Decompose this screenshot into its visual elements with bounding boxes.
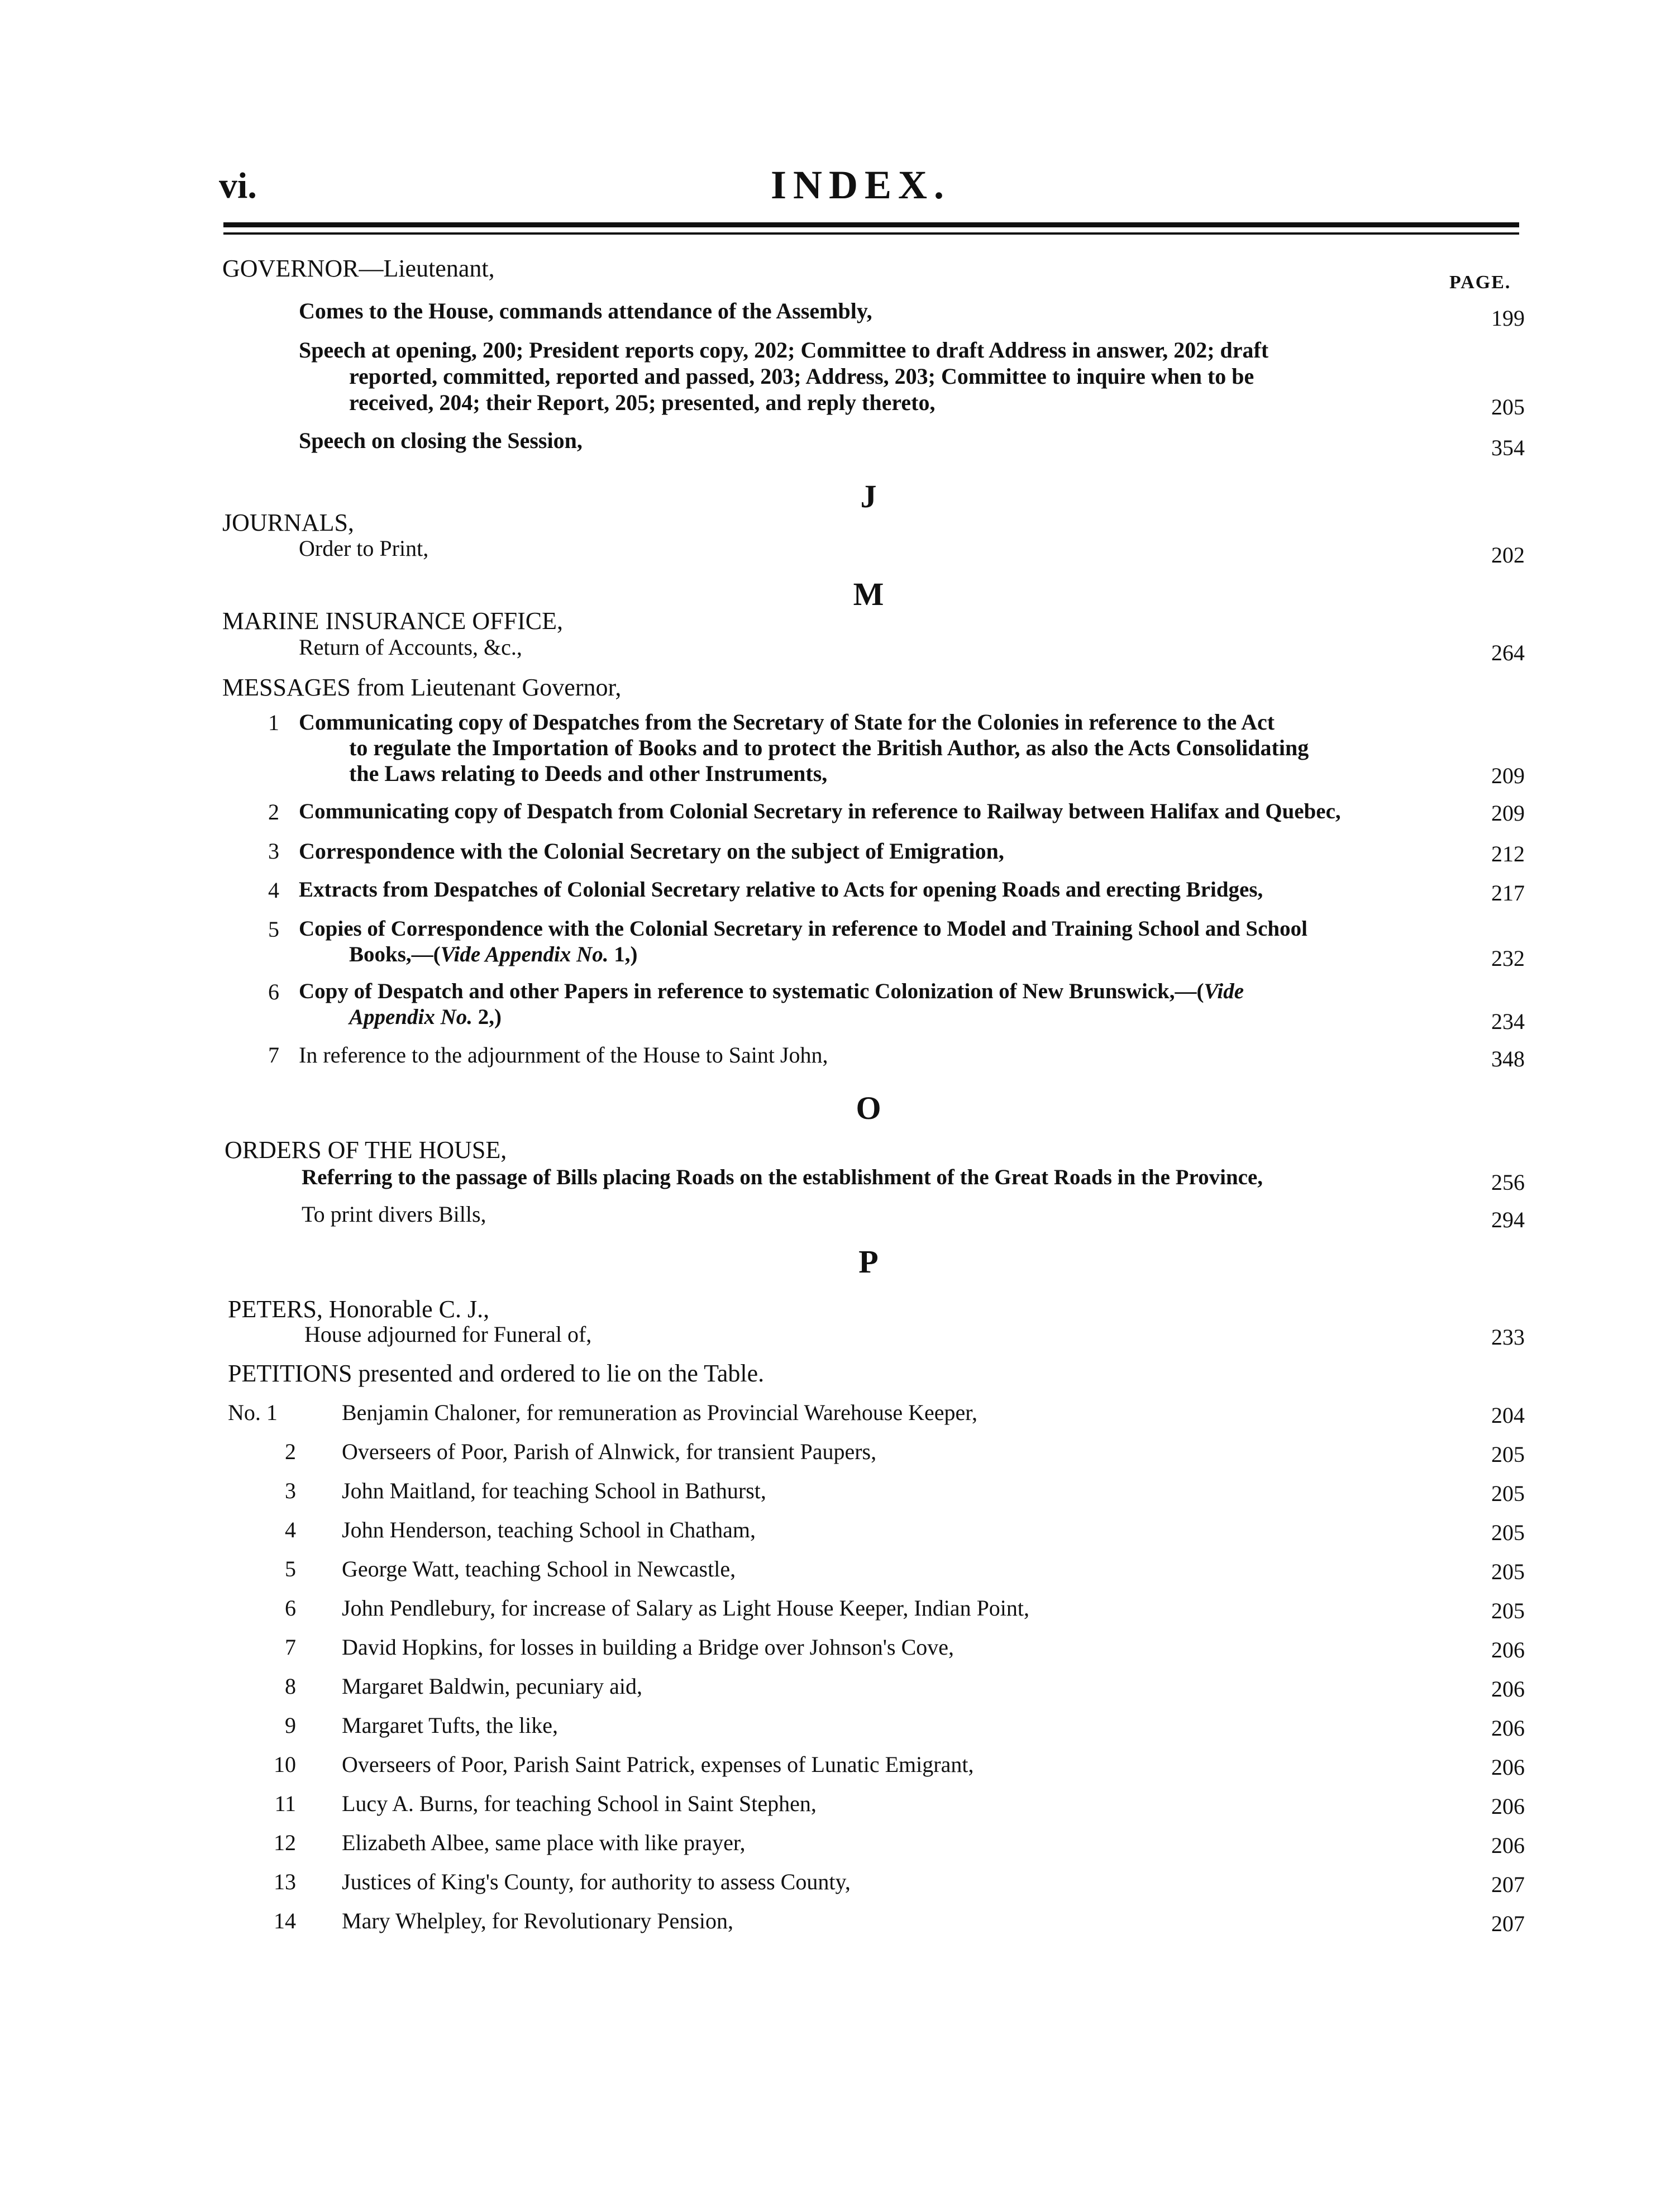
index-entry-text <box>299 916 1307 968</box>
index-entry-page: 212 <box>1491 841 1525 866</box>
message-number: 1 <box>268 710 279 735</box>
section-letter-j: J <box>860 478 877 514</box>
petition-page: 206 <box>1491 1676 1525 1702</box>
entry-line: Speech at opening, 200; President reports copy, 202; Committee to draft Address in answer, 202; draft <box>299 337 1269 363</box>
index-heading-petitions: PETITIONS presented and ordered to lie on the Table. <box>228 1360 765 1387</box>
index-entry-text: Referring to the passage of Bills placing Roads on the establishment of the Great Roads in the Province, <box>302 1165 1263 1189</box>
index-heading-messages: MESSAGES from Lieutenant Governor, <box>222 674 622 701</box>
petition-text: John Henderson, teaching School in Chatham, <box>342 1517 756 1542</box>
petition-number: 5 <box>285 1556 296 1581</box>
entry-fragment: 1,) <box>608 942 638 966</box>
petition-text: Overseers of Poor, Parish of Alnwick, for transient Paupers, <box>342 1439 877 1464</box>
petition-text: George Watt, teaching School in Newcastle, <box>342 1556 736 1581</box>
header-rule-thin <box>223 232 1519 235</box>
petition-text: John Pendlebury, for increase of Salary as Light House Keeper, Indian Point, <box>342 1595 1030 1621</box>
entry-line: reported, committed, reported and passed, 203; Address, 203; Committee to inquire when to be <box>349 364 1254 389</box>
index-entry-page: 264 <box>1491 640 1525 665</box>
index-entry-page: 199 <box>1491 306 1525 331</box>
section-letter-o: O <box>856 1090 881 1126</box>
petition-page: 206 <box>1491 1794 1525 1819</box>
petition-text: David Hopkins, for losses in building a Bridge over Johnson's Cove, <box>342 1635 954 1660</box>
index-entry-text: To print divers Bills, <box>302 1202 486 1227</box>
index-entry-text: In reference to the adjournment of the House to Saint John, <box>299 1042 828 1068</box>
petition-page: 205 <box>1491 1481 1525 1506</box>
petition-text: Mary Whelpley, for Revolutionary Pension, <box>342 1908 733 1933</box>
petition-page: 206 <box>1491 1637 1525 1662</box>
index-entry-page: 294 <box>1491 1207 1525 1232</box>
petition-text: Overseers of Poor, Parish Saint Patrick, expenses of Lunatic Emigrant, <box>342 1752 974 1777</box>
petition-text: Benjamin Chaloner, for remuneration as Provincial Warehouse Keeper, <box>342 1400 978 1425</box>
petition-number: 10 <box>274 1752 296 1777</box>
message-number: 7 <box>268 1042 279 1068</box>
index-entry-text: Communicating copy of Despatch from Colonial Secretary in reference to Railway between Halifax and Quebec, <box>299 799 1341 823</box>
appendix-reference: Appendix No. <box>349 1005 473 1029</box>
message-number: 3 <box>268 838 279 864</box>
petition-page: 205 <box>1491 1559 1525 1584</box>
petition-number: 12 <box>274 1830 296 1855</box>
entry-line: received, 204; their Report, 205; presented, and reply thereto, <box>349 390 936 415</box>
index-heading-marine: MARINE INSURANCE OFFICE, <box>222 607 563 635</box>
petition-number: 6 <box>285 1595 296 1621</box>
petition-number: No. 1 <box>228 1400 278 1425</box>
header-rule <box>223 222 1519 227</box>
petition-number: 3 <box>285 1478 296 1503</box>
message-number: 2 <box>268 799 279 825</box>
index-entry-text: Order to Print, <box>299 536 429 561</box>
index-entry-page: 348 <box>1491 1046 1525 1071</box>
entry-line <box>299 942 1307 968</box>
page-title: INDEX. <box>771 163 951 207</box>
petition-page: 205 <box>1491 1442 1525 1467</box>
index-entry-page: 233 <box>1491 1324 1525 1350</box>
index-entry-page: 209 <box>1491 763 1525 788</box>
petition-page: 206 <box>1491 1833 1525 1858</box>
petition-page: 206 <box>1491 1716 1525 1741</box>
entry-line <box>299 1004 1244 1030</box>
index-entry-page: 209 <box>1491 801 1525 826</box>
entry-line: the Laws relating to Deeds and other Instruments, <box>349 761 828 786</box>
index-entry-text: House adjourned for Funeral of, <box>304 1322 592 1347</box>
petition-page: 205 <box>1491 1520 1525 1545</box>
index-entry-text: Correspondence with the Colonial Secretary on the subject of Emigration, <box>299 838 1004 864</box>
entry-line: Copies of Correspondence with the Colonial Secretary in reference to Model and Training School and School <box>299 917 1307 941</box>
entry-line <box>299 979 1244 1004</box>
index-entry-text: Extracts from Despatches of Colonial Secretary relative to Acts for opening Roads and erecting Bridges, <box>299 878 1263 902</box>
petition-page: 205 <box>1491 1598 1525 1623</box>
index-entry-page: 217 <box>1491 880 1525 906</box>
page-number: vi. <box>219 165 257 206</box>
index-heading-journals: JOURNALS, <box>222 509 354 536</box>
petition-text: Lucy A. Burns, for teaching School in Saint Stephen, <box>342 1791 817 1816</box>
index-entry-page: 232 <box>1491 946 1525 971</box>
petition-page: 207 <box>1491 1872 1525 1897</box>
petition-text: Elizabeth Albee, same place with like prayer, <box>342 1830 746 1855</box>
petition-page: 206 <box>1491 1755 1525 1780</box>
index-entry-page: 234 <box>1491 1009 1525 1034</box>
index-entry-text <box>299 337 1268 416</box>
index-entry-text: Return of Accounts, &c., <box>299 635 522 660</box>
entry-line: to regulate the Importation of Books and to protect the British Author, as also the Acts Consolidating <box>349 735 1309 760</box>
index-entry-text: Comes to the House, commands attendance of the Assembly, <box>299 298 872 323</box>
petition-number: 14 <box>274 1908 296 1933</box>
index-entry-page: 202 <box>1491 542 1525 568</box>
message-number: 6 <box>268 979 279 1004</box>
petition-number: 2 <box>285 1439 296 1464</box>
index-heading-peters: PETERS, Honorable C. J., <box>228 1295 490 1323</box>
entry-fragment: Copy of Despatch and other Papers in reference to systematic Colonization of New Brunswick,—( <box>299 979 1204 1003</box>
petition-text: Justices of King's County, for authority to assess County, <box>342 1869 851 1894</box>
petition-text: John Maitland, for teaching School in Bathurst, <box>342 1478 766 1503</box>
petition-page: 207 <box>1491 1911 1525 1936</box>
entry-fragment: 2,) <box>472 1005 502 1029</box>
entry-fragment: Books,—( <box>349 942 441 966</box>
index-entry-page: 354 <box>1491 435 1525 460</box>
petition-number: 13 <box>274 1869 296 1894</box>
petition-text: Margaret Tufts, the like, <box>342 1713 559 1738</box>
petition-page: 204 <box>1491 1403 1525 1428</box>
message-number: 5 <box>268 917 279 942</box>
petition-number: 4 <box>285 1517 296 1542</box>
vide-appendix-reference: Vide Appendix No. <box>440 942 609 966</box>
petition-number: 11 <box>274 1791 296 1816</box>
petition-number: 9 <box>285 1713 296 1738</box>
index-entry-text <box>299 979 1244 1030</box>
index-entry-text: Speech on closing the Session, <box>299 428 583 453</box>
petition-number: 7 <box>285 1635 296 1660</box>
petition-number: 8 <box>285 1674 296 1699</box>
entry-line: Communicating copy of Despatches from the Secretary of State for the Colonies in reference to the Act <box>299 709 1275 735</box>
page-column-heading: PAGE. <box>1449 272 1511 293</box>
section-letter-m: M <box>853 576 884 612</box>
index-heading-orders: ORDERS OF THE HOUSE, <box>225 1136 507 1164</box>
message-number: 4 <box>268 878 279 903</box>
petition-text: Margaret Baldwin, pecuniary aid, <box>342 1674 642 1699</box>
index-entry-text <box>299 709 1309 787</box>
vide-reference: Vide <box>1204 979 1244 1003</box>
section-letter-p: P <box>858 1243 879 1280</box>
index-entry-page: 205 <box>1491 394 1525 420</box>
index-entry-page: 256 <box>1491 1170 1525 1195</box>
index-heading-governor: GOVERNOR—Lieutenant, <box>222 255 495 282</box>
